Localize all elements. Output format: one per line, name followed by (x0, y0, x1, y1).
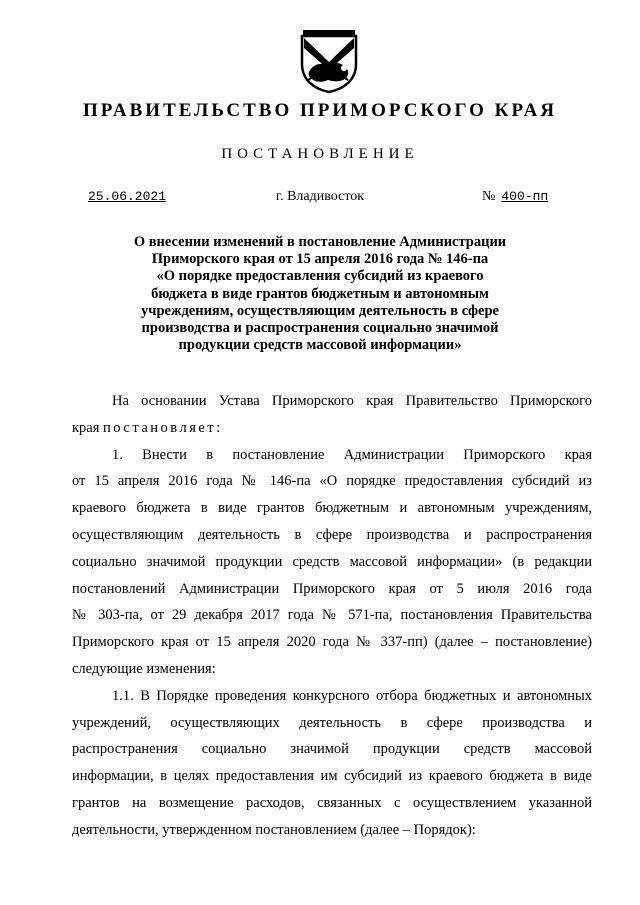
paragraph-line: следующие изменения: (72, 660, 216, 677)
number-sign: № (482, 189, 496, 204)
document-city: г. Владивосток (275, 189, 365, 204)
paragraph-line: 1. Внести в постановление Администрации Приморского края (112, 446, 592, 463)
heading-line: продукции средств массовой информации» (178, 337, 462, 354)
coat-of-arms-icon (298, 28, 360, 94)
document-type: ПОСТАНОВЛЕНИЕ (221, 146, 419, 162)
heading-line: бюджета в виде грантов бюджетным и автономным (151, 285, 489, 302)
document-date: 25.06.2021 (88, 189, 167, 204)
paragraph-line: от 15 апреля 2016 года № 146-па «О порядке предоставления субсидий из (72, 473, 592, 490)
paragraph-line: Приморского края от 15 апреля 2020 года № 337-пп) (далее – постановление) (72, 634, 592, 651)
document-number-block (482, 189, 548, 205)
government-title: ПРАВИТЕЛЬСТВО ПРИМОРСКОГО КРАЯ (82, 100, 558, 121)
heading-line: «О порядке предоставления субсидий из краевого (156, 268, 484, 285)
paragraph-line: № 303-па, от 29 декабря 2017 года № 571-па, постановления Правительства (72, 607, 592, 624)
spaced-keyword: постановляет: (103, 419, 223, 436)
document-number: 400-пп (501, 189, 549, 204)
heading-line: О внесении изменений в постановление Администрации (133, 234, 507, 250)
paragraph-line: На основании Устава Приморского края Правительство Приморского (112, 393, 592, 409)
paragraph-line: осуществляющим деятельность в сфере производства и распространения (72, 526, 592, 543)
paragraph-line: социально значимой продукции средств массовой информации» (в редакции (72, 553, 592, 570)
heading-line: учреждениям, осуществляющим деятельность в сфере (141, 302, 499, 319)
text-fragment: края (72, 419, 100, 436)
paragraph-line: 1.1. В Порядке проведения конкурсного отбора бюджетных и автономных (112, 687, 592, 704)
heading-line: производства и распространения социально значимой (141, 320, 499, 337)
paragraph-line: постановлений Администрации Приморского края от 5 июля 2016 года (72, 580, 592, 597)
paragraph-line: деятельности, утвержденном постановлением (далее – Порядок): (72, 821, 476, 838)
paragraph-line: грантов на возмещение расходов, связанных с осуществлением указанной (72, 794, 592, 811)
document-body (72, 388, 592, 844)
document-heading (100, 234, 540, 354)
paragraph-line: информации, в целях предоставления им субсидий из краевого бюджета в виде (72, 768, 592, 785)
paragraph-line (72, 415, 592, 442)
paragraph-line: распространения социально значимой продукции средств массовой (72, 741, 592, 758)
paragraph-line: учреждений, осуществляющих деятельность в сфере производства и (72, 714, 592, 731)
paragraph-line: краевого бюджета в виде грантов бюджетным и автономным учреждениям, (72, 500, 592, 517)
heading-line: Приморского края от 15 апреля 2016 года № 146-па (151, 251, 489, 268)
